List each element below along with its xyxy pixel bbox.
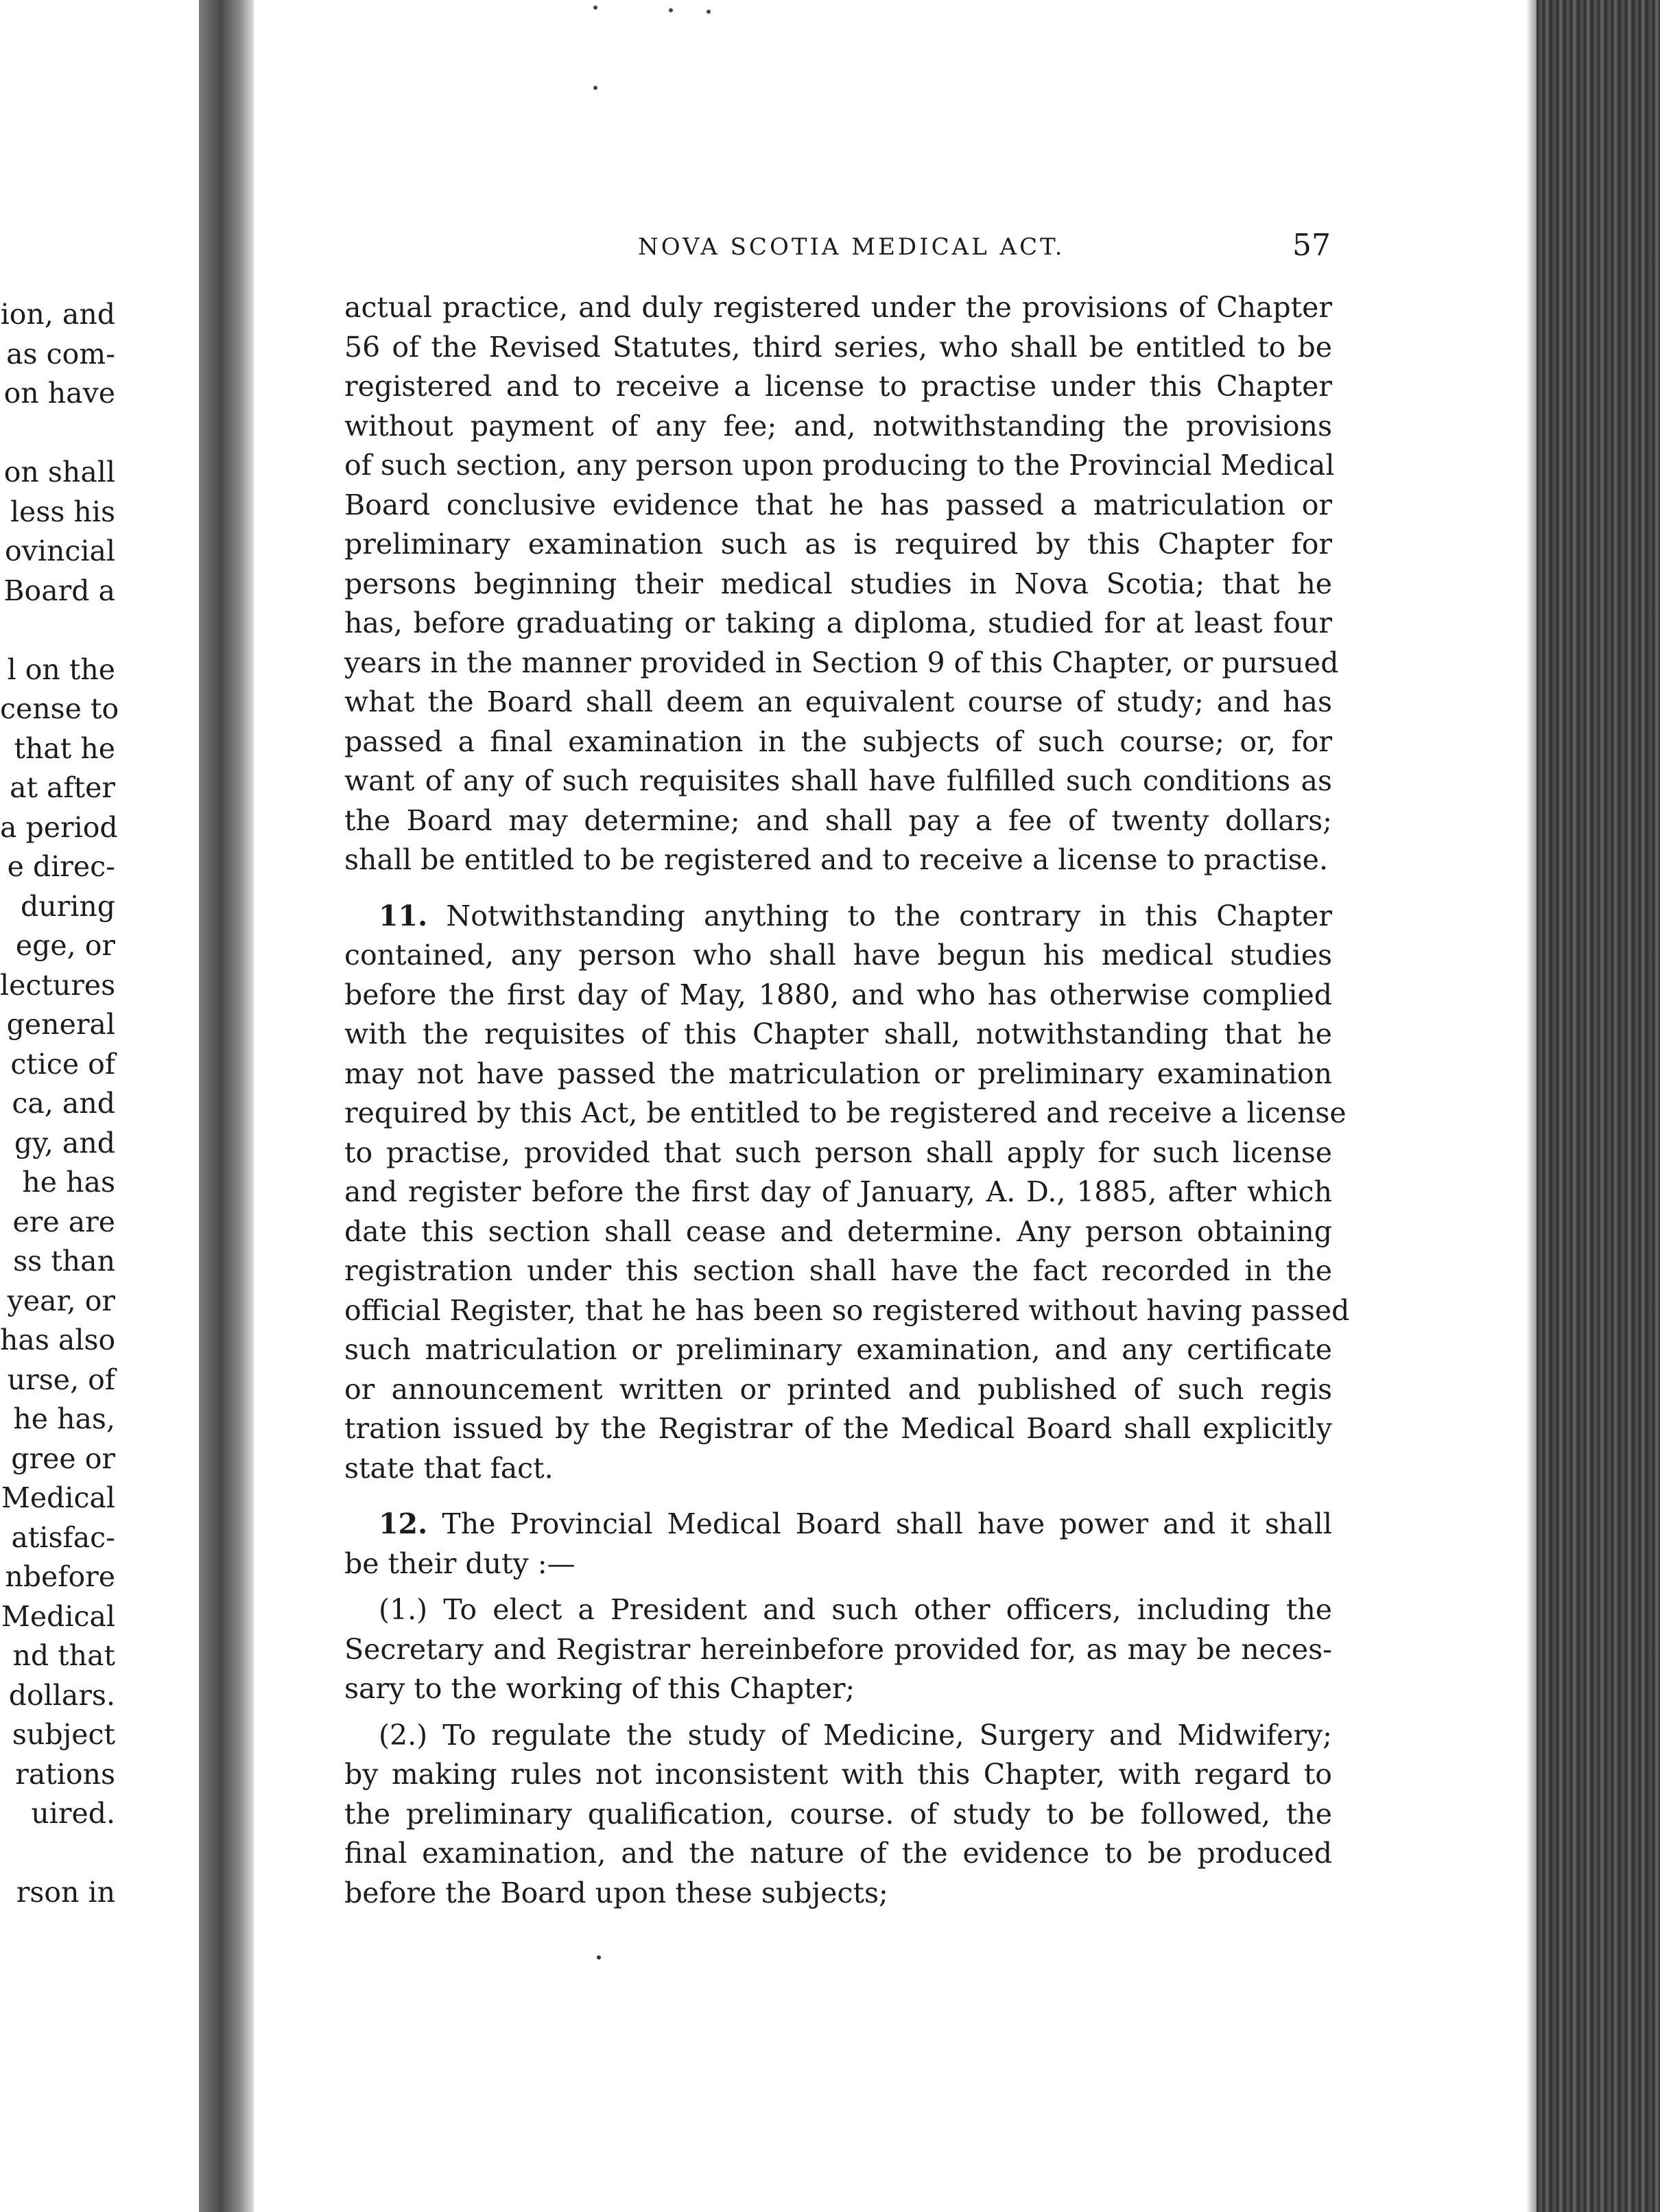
left-page-fragment: rations (15, 1757, 115, 1791)
text-line: contained, any person who shall have begun his medical studies (344, 939, 1332, 972)
left-page-fragment: he has, (13, 1402, 115, 1435)
text-line: official Register, that he has been so registered without having passed (344, 1293, 1350, 1327)
text-line: (2.) To regulate the study of Medicine, Surgery and Midwifery; (379, 1718, 1332, 1752)
left-page-fragment: ere are (12, 1205, 115, 1238)
clause-2 (344, 1716, 1332, 1914)
left-page-fragment: ion, and (0, 298, 115, 331)
left-page-fragment: subject (12, 1718, 115, 1751)
text-line: actual practice, and duly registered under the provisions of Chapter (344, 291, 1332, 324)
section-12-opening: The Provincial Medical Board shall have power and it shall (442, 1507, 1332, 1540)
left-page-fragment (0, 414, 115, 454)
section-number: 11. (379, 899, 428, 932)
left-page-fragment: lectures (0, 968, 116, 1002)
text-line: by making rules not inconsistent with this Chapter, with regard to (344, 1758, 1332, 1791)
text-line: Board conclusive evidence that he has passed a matriculation or (344, 488, 1332, 521)
section-12-first-line (344, 1505, 1332, 1544)
text-line: before the first day of May, 1880, and who has otherwise complied (344, 978, 1332, 1011)
text-line: (1.) To elect a President and such other officers, including the (379, 1593, 1332, 1626)
main-page (254, 0, 1537, 2212)
text-line: the preliminary qualification, course. of study to be followed, the (344, 1797, 1332, 1831)
left-page-fragment (0, 1834, 115, 1874)
left-page-fragment: Board a (3, 574, 115, 607)
text-line: required by this Act, be entitled to be registered and receive a license (344, 1096, 1347, 1129)
running-head-title: NOVA SCOTIA MEDICAL ACT. (638, 233, 1065, 261)
left-page-fragment: has also (0, 1323, 116, 1356)
text-line: tration issued by the Registrar of the Medical Board shall explicitly (344, 1412, 1332, 1445)
left-page-fragment: uired. (31, 1797, 115, 1830)
ink-speck (669, 8, 673, 12)
left-page-text-fragments (0, 295, 119, 1913)
section-11-first-line (344, 897, 1332, 937)
text-line: want of any of such requisites shall have fulfilled such conditions as (344, 764, 1332, 797)
text-line: without payment of any fee; and, notwithstanding the provisions (344, 409, 1332, 443)
text-line: final examination, and the nature of the evidence to be produced (344, 1837, 1332, 1870)
text-line: date this section shall cease and determine. Any person obtaining (344, 1214, 1332, 1248)
clause-1 (344, 1590, 1332, 1709)
text-line: passed a final examination in the subjects of such course; or, for (344, 725, 1332, 758)
left-page-fragment (0, 611, 115, 650)
page-number: 57 (1292, 228, 1331, 263)
text-line: Secretary and Registrar hereinbefore provided for, as may be neces- (344, 1632, 1332, 1666)
left-page-fragment: he has (22, 1166, 115, 1199)
left-page-fragment: ovincial (5, 534, 115, 567)
ink-speck (597, 1955, 601, 1960)
left-page-fragment: at after (10, 771, 115, 804)
left-page-fragment: general (6, 1008, 115, 1041)
left-page-fragment: nd that (12, 1639, 115, 1672)
text-line: persons beginning their medical studies in Nova Scotia; that he (344, 567, 1332, 600)
section-12-second-line: be their duty :— (344, 1546, 576, 1580)
left-page-fragment: rson in (16, 1876, 115, 1909)
book-page-stack-edge (1537, 0, 1660, 2212)
text-line: may not have passed the matriculation or preliminary examination (344, 1057, 1332, 1090)
text-line: registered and to receive a license to practise under this Chapter (344, 370, 1332, 403)
left-page-fragment: ege, or (15, 929, 115, 962)
section-11-opening: Notwithstanding anything to the contrary in this Chapter (446, 899, 1332, 932)
left-page-fragment: on shall (3, 456, 115, 489)
text-line: 56 of the Revised Statutes, third series, who shall be entitled to be (344, 330, 1332, 364)
left-page-fragment: gy, and (14, 1126, 115, 1160)
text-line: the Board may determine; and shall pay a fee of twenty dollars; (344, 803, 1332, 837)
body-text (344, 288, 1350, 1913)
left-page-fragment: Medical (1, 1599, 115, 1633)
left-page-fragment: on have (3, 377, 115, 410)
section-11-body (344, 936, 1350, 1488)
left-page-fragment: nbefore (5, 1560, 115, 1593)
paragraph-continuation (344, 288, 1339, 880)
text-line: shall be entitled to be registered and to receive a license to practise. (344, 843, 1328, 876)
left-page-fragment: ctice of (10, 1047, 115, 1081)
left-page-fragment: Medical (1, 1481, 115, 1514)
running-head (343, 228, 1331, 274)
text-line: preliminary examination such as is required by this Chapter for (344, 528, 1332, 561)
left-page-fragment: atisfac- (11, 1520, 115, 1554)
text-line: of such section, any person upon producing to the Provincial Medical (344, 449, 1335, 482)
left-page-fragment: e direc- (7, 850, 115, 883)
left-page-fragment: during (20, 889, 115, 923)
text-line: with the requisites of this Chapter shall, notwithstanding that he (344, 1017, 1332, 1050)
left-page-fragment: less his (10, 495, 115, 528)
left-page-fragment: ca, and (12, 1087, 115, 1120)
text-line: sary to the working of this Chapter; (344, 1672, 855, 1705)
section-12 (344, 1505, 1332, 1584)
text-line: what the Board shall deem an equivalent course of study; and has (344, 685, 1332, 718)
book-gutter (199, 0, 254, 2212)
ink-speck (593, 5, 597, 10)
text-line: has, before graduating or taking a diploma, studied for at least four (344, 607, 1332, 639)
left-facing-page (0, 0, 206, 2212)
left-page-fragment: that he (14, 731, 115, 765)
text-line: registration under this section shall have the fact recorded in the (344, 1254, 1332, 1287)
text-line: and register before the first day of January, A. D., 1885, after which (344, 1175, 1332, 1208)
section-11 (344, 897, 1350, 1489)
ink-speck (707, 10, 711, 14)
text-line: state that fact. (344, 1451, 554, 1485)
text-line: such matriculation or preliminary examination, and any certificate (344, 1333, 1332, 1366)
text-line: before the Board upon these subjects; (344, 1876, 888, 1909)
left-page-fragment: urse, of (7, 1363, 115, 1396)
left-page-fragment: dollars. (8, 1678, 115, 1712)
section-number: 12. (379, 1507, 428, 1540)
ink-speck (593, 86, 597, 90)
left-page-fragment: l on the (7, 652, 115, 686)
left-page-fragment: gree or (11, 1442, 115, 1475)
left-page-fragment: cense to (0, 692, 119, 725)
left-page-fragment: ss than (13, 1245, 115, 1278)
text-line: years in the manner provided in Section 9 of this Chapter, or pursued (344, 646, 1339, 679)
text-line: to practise, provided that such person shall apply for such license (344, 1136, 1332, 1169)
left-page-fragment: as com- (6, 337, 115, 370)
left-page-fragment: year, or (7, 1284, 115, 1317)
text-line: or announcement written or printed and published of such regis (344, 1372, 1332, 1406)
left-page-fragment: a period (0, 810, 118, 844)
